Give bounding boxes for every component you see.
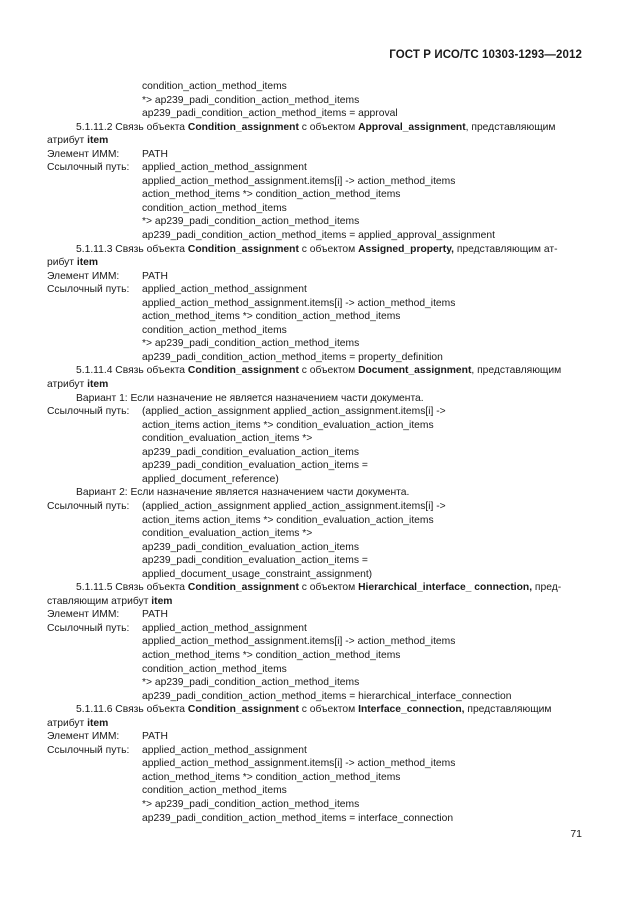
reference-path-line: ap239_padi_condition_evaluation_action_items [142, 446, 359, 458]
reference-path-line: ap239_padi_condition_evaluation_action_items = [142, 460, 368, 472]
reference-path-line: action_method_items *> condition_action_method_items [142, 649, 401, 661]
section-paragraph: Вариант 2: Если назначение является назначением части документа. [76, 487, 410, 499]
section-paragraph: 5.1.11.6 Связь объекта Condition_assignment с объектом Interface_connection, представляющим [76, 704, 552, 716]
labeled-line [47, 730, 587, 744]
reference-path-line: applied_action_method_assignment.items[i] -> action_method_items [142, 636, 456, 648]
reference-path-line: ap239_padi_condition_action_method_items = interface_connection [142, 812, 454, 824]
reference-path-line: condition_action_method_items [142, 324, 287, 336]
entity-name: Condition_assignment [187, 582, 299, 594]
entity-name: Condition_assignment [187, 365, 299, 377]
entity-name: Condition_assignment [187, 704, 299, 716]
reference-path-line: ap239_padi_condition_action_method_items = property_definition [142, 351, 443, 363]
entity-name: item [87, 717, 109, 729]
reference-path-line: action_method_items *> condition_action_method_items [142, 311, 401, 323]
field-value: PATH [142, 731, 168, 743]
reference-path-line: action_method_items *> condition_action_method_items [142, 189, 401, 201]
paragraph-continuation: ставляющим атрибут item [47, 595, 173, 607]
reference-path-line: ap239_padi_condition_evaluation_action_items = [142, 555, 368, 567]
labeled-line [47, 622, 587, 636]
entity-name: Condition_assignment [187, 121, 299, 133]
reference-path-line: applied_action_method_assignment.items[i] -> action_method_items [142, 758, 456, 770]
reference-path-line: ap239_padi_condition_action_method_items = hierarchical_interface_connection [142, 690, 512, 702]
reference-path-line: *> ap239_padi_condition_action_method_items [142, 338, 360, 350]
labeled-line [47, 744, 587, 758]
field-label: Ссылочный путь: [47, 744, 130, 756]
entity-name: Condition_assignment [187, 243, 299, 255]
reference-path-line: applied_action_method_assignment.items[i] -> action_method_items [142, 297, 456, 309]
paragraph-continuation: атрибут item [47, 379, 109, 391]
field-label: Ссылочный путь: [47, 162, 130, 174]
labeled-line [47, 161, 587, 175]
page-number: 71 [570, 828, 582, 840]
entity-name: Hierarchical_interface_ connection, [358, 582, 533, 594]
reference-path-line: *> ap239_padi_condition_action_method_items [142, 677, 360, 689]
labeled-line [47, 405, 587, 419]
reference-path-line: condition_evaluation_action_items *> [142, 528, 313, 540]
field-label: Элемент ИММ: [47, 609, 120, 621]
reference-path-line: condition_action_method_items [142, 663, 287, 675]
field-label: Ссылочный путь: [47, 284, 130, 296]
labeled-line [47, 270, 587, 284]
reference-path-line: applied_document_reference) [142, 473, 279, 485]
reference-path-line: action_method_items *> condition_action_method_items [142, 771, 401, 783]
field-value: (applied_action_assignment applied_action_assignment.items[i] -> [142, 406, 446, 418]
entity-name: item [87, 135, 109, 147]
standard-header: ГОСТ Р ИСО/ТС 10303-1293—2012 [389, 49, 582, 61]
section-paragraph: 5.1.11.5 Связь объекта Condition_assignment с объектом Hierarchical_interface_ connection, пред- [76, 582, 562, 594]
field-label: Элемент ИММ: [47, 270, 120, 282]
reference-path-line: action_items action_items *> condition_evaluation_action_items [142, 514, 434, 526]
labeled-line [47, 608, 587, 622]
reference-path-line: *> ap239_padi_condition_action_method_items [142, 216, 360, 228]
field-label: Элемент ИММ: [47, 148, 120, 160]
paragraph-continuation: атрибут item [47, 717, 109, 729]
reference-path-line: action_items action_items *> condition_evaluation_action_items [142, 419, 434, 431]
field-label: Ссылочный путь: [47, 622, 130, 634]
field-value: PATH [142, 270, 168, 282]
reference-path-line: condition_evaluation_action_items *> [142, 433, 313, 445]
reference-path-line: condition_action_method_items [142, 785, 287, 797]
labeled-line [47, 148, 587, 162]
reference-path-line: condition_action_method_items [142, 202, 287, 214]
paragraph-continuation: атрибут item [47, 135, 109, 147]
reference-path-line: applied_document_usage_constraint_assignment) [142, 568, 373, 580]
section-paragraph: 5.1.11.2 Связь объекта Condition_assignment с объектом Approval_assignment, представляющим [76, 121, 556, 133]
field-value: applied_action_method_assignment [142, 284, 307, 296]
labeled-line [47, 500, 587, 514]
section-paragraph: Вариант 1: Если назначение не является назначением части документа. [76, 392, 424, 404]
field-value: (applied_action_assignment applied_action_assignment.items[i] -> [142, 500, 446, 512]
entity-name: Document_assignment [358, 365, 472, 377]
document-body [47, 80, 587, 825]
entity-name: item [151, 595, 173, 607]
entity-name: Assigned_property, [358, 243, 455, 255]
field-label: Ссылочный путь: [47, 500, 130, 512]
field-value: PATH [142, 148, 168, 160]
section-paragraph: 5.1.11.4 Связь объекта Condition_assignment с объектом Document_assignment, представляющим [76, 365, 562, 377]
reference-path-line: *> ap239_padi_condition_action_method_items [142, 94, 360, 106]
section-paragraph: 5.1.11.3 Связь объекта Condition_assignment с объектом Assigned_property, представляющим ат- [76, 243, 558, 255]
reference-path-line: applied_action_method_assignment.items[i] -> action_method_items [142, 175, 456, 187]
entity-name: Interface_connection, [358, 704, 465, 716]
entity-name: item [76, 257, 99, 269]
paragraph-continuation: рибут item [47, 257, 99, 269]
field-value: applied_action_method_assignment [142, 622, 307, 634]
field-value: PATH [142, 609, 168, 621]
field-label: Элемент ИММ: [47, 731, 120, 743]
entity-name: Approval_assignment [358, 121, 466, 133]
labeled-line [47, 283, 587, 297]
reference-path-line: ap239_padi_condition_evaluation_action_items [142, 541, 359, 553]
field-value: applied_action_method_assignment [142, 162, 307, 174]
reference-path-line: ap239_padi_condition_action_method_items = approval [142, 108, 398, 120]
entity-name: item [87, 379, 109, 391]
field-value: applied_action_method_assignment [142, 744, 307, 756]
reference-path-line: *> ap239_padi_condition_action_method_items [142, 798, 360, 810]
field-label: Ссылочный путь: [47, 406, 130, 418]
reference-path-line: ap239_padi_condition_action_method_items = applied_approval_assignment [142, 230, 495, 242]
reference-path-line: condition_action_method_items [142, 81, 287, 92]
